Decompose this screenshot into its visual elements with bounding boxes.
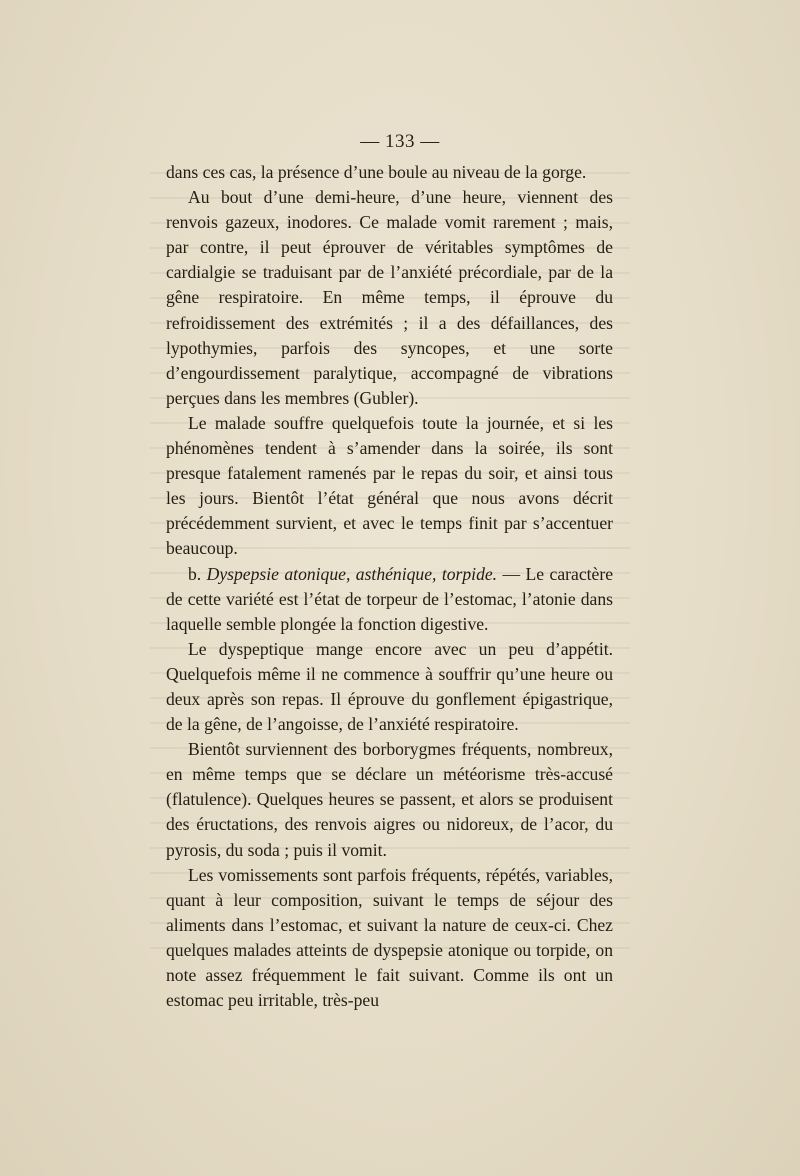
section-label: b. (188, 563, 207, 584)
paragraph (166, 637, 613, 737)
section-heading: Dyspepsie atonique, asthénique, torpide. (206, 563, 498, 584)
paragraph (166, 863, 613, 1014)
paragraph-text: Le dyspeptique mange encore avec un peu d’appétit. Quelquefois même il ne commence à souffrir qu’une heure ou deux après son repas. Il éprouve du gonflement épigastrique, de la gêne, de l’angoisse, de l’anxiété respiratoire. (166, 638, 613, 735)
paragraph (166, 737, 613, 862)
paragraph (166, 185, 613, 411)
paragraph-text: — Le caractère de cette variété est l’état de torpeur de l’estomac, l’atonie dans laquelle semble plongée la fonction digestive. (166, 563, 613, 634)
body-text (166, 160, 613, 1013)
page-number: — 133 — (360, 131, 440, 152)
paragraph-text: Bientôt surviennent des borborygmes fréquents, nombreux, en même temps que se déclare un météorisme très-accusé (flatulence). Quelques heures se passent, et alors se produisent des éructations, des renvois aigres ou nidoreux, de l’acor, du pyrosis, du soda ; puis il vomit. (166, 739, 613, 860)
paragraph-text: Les vomissements sont parfois fréquents, répétés, variables, quant à leur composition, suivant le temps de séjour des aliments dans l’estomac, et suivant la nature de ceux-ci. Chez quelques malades atteints de dyspepsie atonique ou torpide, on note assez fréquemment le fait suivant. Comme ils ont un estomac peu irritable, très-peu (166, 864, 613, 1011)
section-paragraph (166, 562, 613, 637)
paragraph (166, 160, 613, 185)
paragraph-text: dans ces cas, la présence d’une boule au niveau de la gorge. (166, 162, 587, 182)
paragraph-text: Le malade souffre quelquefois toute la journée, et si les phénomènes tendent à s’amender dans la soirée, ils sont presque fatalement ramenés par le repas du soir, et ainsi tous les jours. Bientôt l’état général que nous avons décrit précédemment survient, et avec le temps finit par s’accentuer beaucoup. (166, 412, 613, 559)
paragraph-text: Au bout d’une demi-heure, d’une heure, viennent des renvois gazeux, inodores. Ce malade vomit rarement ; mais, par contre, il peut éprouver de véritables symptômes de cardialgie se traduisant par de l’anxiété précordiale, par de la gêne respiratoire. En même temps, il éprouve du refroidissement des extrémités ; il a des défaillances, des lypothymies, parfois des syncopes, et une sorte d’engourdissement paralytique, accompagné de vibrations perçues dans les membres (Gubler). (166, 187, 613, 408)
paragraph (166, 411, 613, 562)
